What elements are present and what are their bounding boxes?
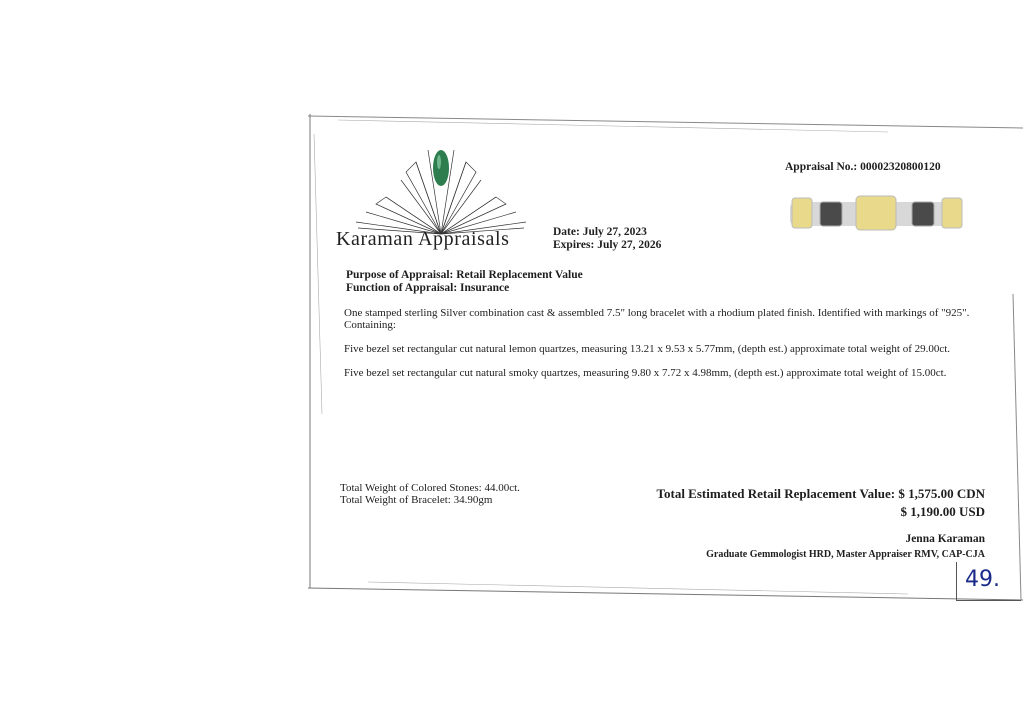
emerald-gem-icon	[433, 150, 449, 186]
signer-credentials: Graduate Gemmologist HRD, Master Appraiser RMV, CAP-CJA	[706, 549, 985, 560]
stones-weight: Total Weight of Colored Stones: 44.00ct.	[340, 482, 520, 494]
bracelet-photo	[786, 184, 966, 244]
function-line: Function of Appraisal: Insurance	[346, 282, 510, 294]
item-description	[344, 307, 994, 379]
total-value-usd: $ 1,190.00 USD	[900, 504, 985, 519]
appraisal-date: Date: July 27, 2023	[553, 226, 647, 238]
totals-block	[657, 486, 985, 520]
bracelet-weight: Total Weight of Bracelet: 34.90gm	[340, 494, 493, 506]
signature-block	[706, 532, 985, 562]
signer-name: Jenna Karaman	[905, 533, 985, 545]
containing-label: Containing:	[344, 319, 396, 331]
total-value-cdn: Total Estimated Retail Replacement Value: $ 1,575.00 CDN	[656, 486, 985, 501]
page-number: 49.	[965, 567, 1000, 592]
purpose-block	[346, 269, 583, 295]
appraisal-certificate	[308, 114, 1023, 602]
company-name: Karaman Appraisals	[336, 228, 510, 250]
dates-block	[553, 226, 661, 252]
appraisal-number: Appraisal No.: 00002320800120	[785, 161, 941, 173]
stone-description-smoky: Five bezel set rectangular cut natural smoky quartzes, measuring 9.80 x 7.72 x 4.98mm, (depth est.) approximate total weight of 15.00ct.	[344, 367, 947, 379]
expiry-date: Expires: July 27, 2026	[553, 239, 662, 251]
stone-description-lemon: Five bezel set rectangular cut natural lemon quartzes, measuring 13.21 x 9.53 x 5.77mm, (depth est.) approximate total weight of 29.00ct.	[344, 343, 951, 355]
weights-block	[340, 482, 520, 506]
company-logo	[346, 142, 536, 242]
item-text: One stamped sterling Silver combination cast & assembled 7.5" long bracelet with a rhodium plated finish. Identified with markings of "925".	[344, 307, 970, 319]
purpose-line: Purpose of Appraisal: Retail Replacement Value	[346, 269, 583, 281]
